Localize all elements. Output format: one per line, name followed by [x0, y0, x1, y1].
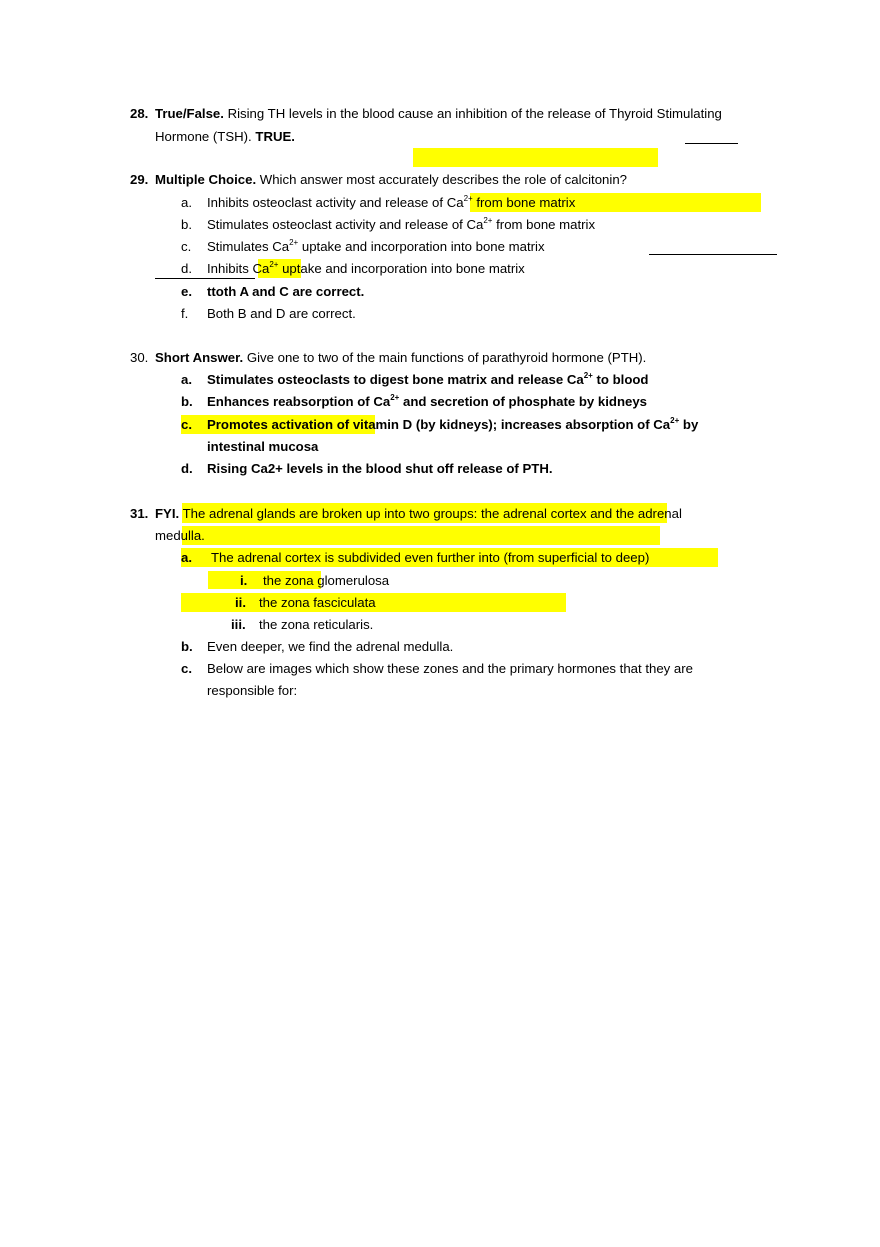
question-number: 29.	[130, 172, 149, 187]
item-a: The adrenal cortex is subdivided even further into (from superficial to deep)	[211, 550, 650, 565]
answer-c-cont: intestinal mucosa	[207, 439, 319, 454]
option-letter: a.	[181, 195, 192, 210]
answer-d: Rising Ca2+ levels in the blood shut off release of PTH.	[207, 461, 553, 476]
zone-number: ii.	[235, 595, 246, 610]
question-number: 28.	[130, 106, 149, 121]
question-28: True/False. Rising TH levels in the blood cause an inhibition of the release of Thyroid Stimulating	[155, 106, 722, 121]
question-number: 30.	[130, 350, 149, 365]
answer-letter: c.	[181, 417, 192, 432]
option-d: Inhibits $Ca^{2+}$ uptake and incorporation into bone matrix	[207, 260, 525, 276]
highlight	[413, 148, 658, 167]
answer-letter: d.	[181, 461, 193, 476]
zone-number: iii.	[231, 617, 246, 632]
zone-reticularis: the zona reticularis.	[259, 617, 374, 632]
item-b: Even deeper, we find the adrenal medulla.	[207, 639, 454, 654]
answer-blank	[649, 254, 777, 255]
option-c: Stimulates $Ca^{2+}$ uptake and incorporation into bone matrix	[207, 238, 545, 254]
question-29: Multiple Choice. Which answer most accurately describes the role of calcitonin?	[155, 172, 627, 187]
item-letter: b.	[181, 639, 193, 654]
question-31: FYI. The adrenal glands are broken up into two groups: the adrenal cortex and the adrenal	[155, 506, 682, 521]
zone-fasciculata: the zona fasciculata	[259, 595, 376, 610]
answer-blank	[685, 143, 738, 144]
answer-blank	[155, 278, 255, 279]
option-f: Both B and D are correct.	[207, 306, 356, 321]
option-letter: f.	[181, 306, 189, 321]
answer: TRUE.	[255, 129, 295, 144]
question-number: 31.	[130, 506, 149, 521]
option-letter: e.	[181, 284, 192, 299]
zone-number: i.	[240, 573, 248, 588]
zone-glomerulosa: the zona glomerulosa	[263, 573, 390, 588]
item-letter: c.	[181, 661, 192, 676]
option-a: Inhibits osteoclast activity and release of $Ca^{2+}$ from bone matrix	[207, 194, 576, 210]
option-letter: b.	[181, 217, 192, 232]
option-letter: d.	[181, 261, 192, 276]
item-letter: a.	[181, 550, 192, 565]
answer-a: Stimulates osteoclasts to digest bone matrix and release $Ca^{2+}$ to blood	[207, 371, 649, 387]
option-b: Stimulates osteoclast activity and release of $Ca^{2+}$ from bone matrix	[207, 216, 596, 232]
question-30: Short Answer. Give one to two of the main functions of parathyroid hormone (PTH).	[155, 350, 647, 365]
item-c: Below are images which show these zones and the primary hormones that they are	[207, 661, 693, 676]
item-c-cont: responsible for:	[207, 683, 298, 698]
answer-c: Promotes activation of vitamin D (by kidneys); increases absorption of $Ca^{2+}$ by	[207, 416, 699, 432]
question-28-cont: Hormone (TSH). TRUE.	[155, 129, 295, 144]
answer-letter: b.	[181, 394, 193, 409]
answer-letter: a.	[181, 372, 192, 387]
option-letter: c.	[181, 239, 192, 254]
question-31-cont: medulla.	[155, 528, 205, 543]
option-e: ttoth A and C are correct.	[207, 284, 365, 299]
highlight	[182, 526, 660, 545]
answer-b: Enhances reabsorption of $Ca^{2+}$ and secretion of phosphate by kidneys	[207, 393, 648, 409]
